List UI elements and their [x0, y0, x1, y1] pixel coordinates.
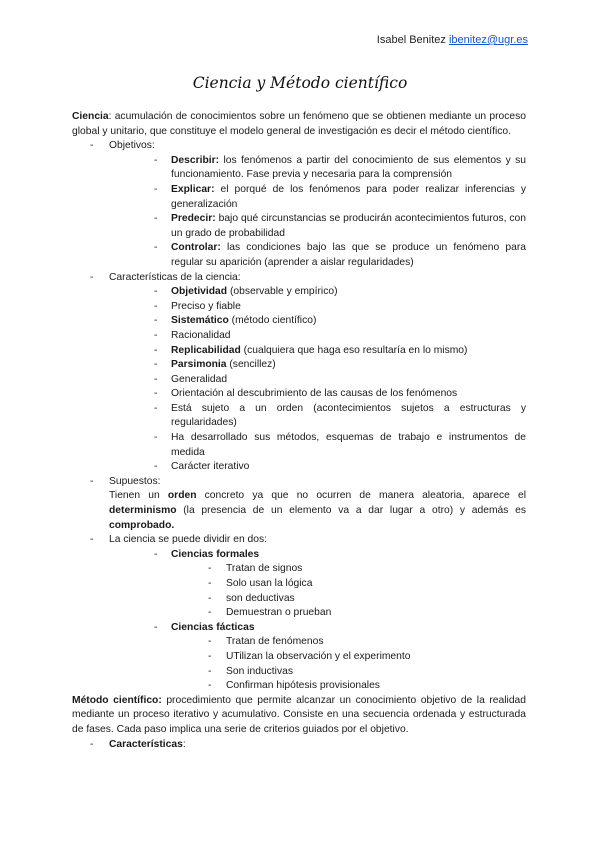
- division-list: [109, 548, 526, 694]
- metodo-paragraph: Método científico: procedimiento que permite alcanzar un conocimiento objetivo de la realidad mediante un proceso iterativo y acumulativo. Consiste en una secuencia ordenada y estructurada de fases. Cada paso implica una serie de criterios guiados por el objetivo.: [72, 694, 526, 735]
- list-item-metodo-caracteristicas: - Características:: [72, 738, 526, 753]
- list-item: - Explicar: el porqué de los fenómenos para poder realizar inferencias y generalización: [144, 183, 526, 212]
- page-title: Ciencia y Método científico: [192, 74, 408, 92]
- list-item: - son deductivas: [206, 592, 526, 607]
- list-item-objetivos: - Objetivos: - Describir: los fenómenos a partir del conocimiento de sus elementos y su funcionamiento. Fase previa y necesaria para la comprensión - Explicar: el porqué de los fenómenos para poder realizar inferencias y generalización - Predecir: bajo qué circunstancias se producirán acontecimientos futuros, con un grado de probabilidad - Controlar: las condiciones bajo las que se produce un fenómeno para regular su aparición (aprender a aislar regularidades): [72, 139, 526, 270]
- list-item: - Ha desarrollado sus métodos, esquemas de trabajo e instrumentos de medida: [144, 431, 526, 460]
- list-item: - Tratan de signos: [206, 562, 526, 577]
- list-item: - Confirman hipótesis provisionales: [206, 679, 526, 694]
- list-item-formales: - Ciencias formales - Tratan de signos - Solo usan la lógica - son deductivas - Demuestran o prueban: [144, 548, 526, 621]
- list-item: - Demuestran o prueban: [206, 606, 526, 621]
- list-item-division: - La ciencia se puede dividir en dos: - Ciencias formales - Tratan de signos - Solo usan la lógica - son deductivas - Demuestran o prueban - Ciencias fácticas - Tratan de fenómenos - UTilizan la observación y el experimento - Son inductivas - Confirman hipótesis provisionales: [72, 533, 526, 694]
- list-item: - Son inductivas: [206, 665, 526, 680]
- page-header: [377, 34, 528, 46]
- list-item: - Solo usan la lógica: [206, 577, 526, 592]
- author-name: Isabel Benitez: [376, 34, 446, 46]
- list-item-facticas: - Ciencias fácticas - Tratan de fenómenos - UTilizan la observación y el experimento - Son inductivas - Confirman hipótesis provisionales: [144, 621, 526, 694]
- caracteristicas-list: [109, 285, 526, 475]
- document-body: [72, 110, 526, 752]
- list-item: - Controlar: las condiciones bajo las que se produce un fenómeno para regular su aparición (aprender a aislar regularidades): [144, 241, 526, 270]
- intro-paragraph: Ciencia: acumulación de conocimientos sobre un fenómeno que se obtienen mediante un proceso global y unitario, que constituye el modelo general de investigación es decir el método científico.: [72, 111, 526, 137]
- list-item: - Predecir: bajo qué circunstancias se producirán acontecimientos futuros, con un grado de probabilidad: [144, 212, 526, 241]
- main-list: [72, 139, 526, 694]
- list-item: - Está sujeto a un orden (acontecimientos sujetos a estructuras y regularidades): [144, 402, 526, 431]
- formales-list: [171, 562, 526, 620]
- list-item-caracteristicas: - Características de la ciencia: - Objetividad (observable y empírico) - Preciso y fiable - Sistemático (método científico) - Racionalidad - Replicabilidad (cualquiera que haga eso resultaría en lo mismo) - Parsimonia (sencillez) - Generalidad - Orientación al descubrimiento de las causas de los fenómenos - Está sujeto a un orden (acontecimientos sujetos a estructuras y regularidades) - Ha desarrollado sus métodos, esquemas de trabajo e instrumentos de medida - Carácter iterativo: [72, 271, 526, 475]
- list-item: - Describir: los fenómenos a partir del conocimiento de sus elementos y su funcionamiento. Fase previa y necesaria para la comprensión: [144, 154, 526, 183]
- facticas-list: [171, 635, 526, 693]
- author-email-link[interactable]: ibenitez@ugr.es: [448, 34, 528, 46]
- list-item: - Preciso y fiable: [144, 300, 526, 315]
- list-item: - Tratan de fenómenos: [206, 635, 526, 650]
- objetivos-list: [109, 154, 526, 271]
- list-item: - Orientación al descubrimiento de las causas de los fenómenos: [144, 387, 526, 402]
- metodo-list: [72, 738, 526, 753]
- supuestos-text: Tienen un orden concreto ya que no ocurren de manera aleatoria, aparece el determinismo (la presencia de un elemento va a dar lugar a otro) y además es comprobado.: [109, 490, 526, 531]
- list-item: - UTilizan la observación y el experimento: [206, 650, 526, 665]
- list-item: - Carácter iterativo: [144, 460, 526, 475]
- list-item: - Replicabilidad (cualquiera que haga eso resultaría en lo mismo): [144, 344, 526, 359]
- list-item: - Parsimonia (sencillez): [144, 358, 526, 373]
- list-item: - Objetividad (observable y empírico): [144, 285, 526, 300]
- list-item: - Racionalidad: [144, 329, 526, 344]
- list-item: - Sistemático (método científico): [144, 314, 526, 329]
- list-item: - Generalidad: [144, 373, 526, 388]
- list-item-supuestos: - Supuestos: Tienen un orden concreto ya que no ocurren de manera aleatoria, aparece el determinismo (la presencia de un elemento va a dar lugar a otro) y además es comprobado.: [72, 475, 526, 533]
